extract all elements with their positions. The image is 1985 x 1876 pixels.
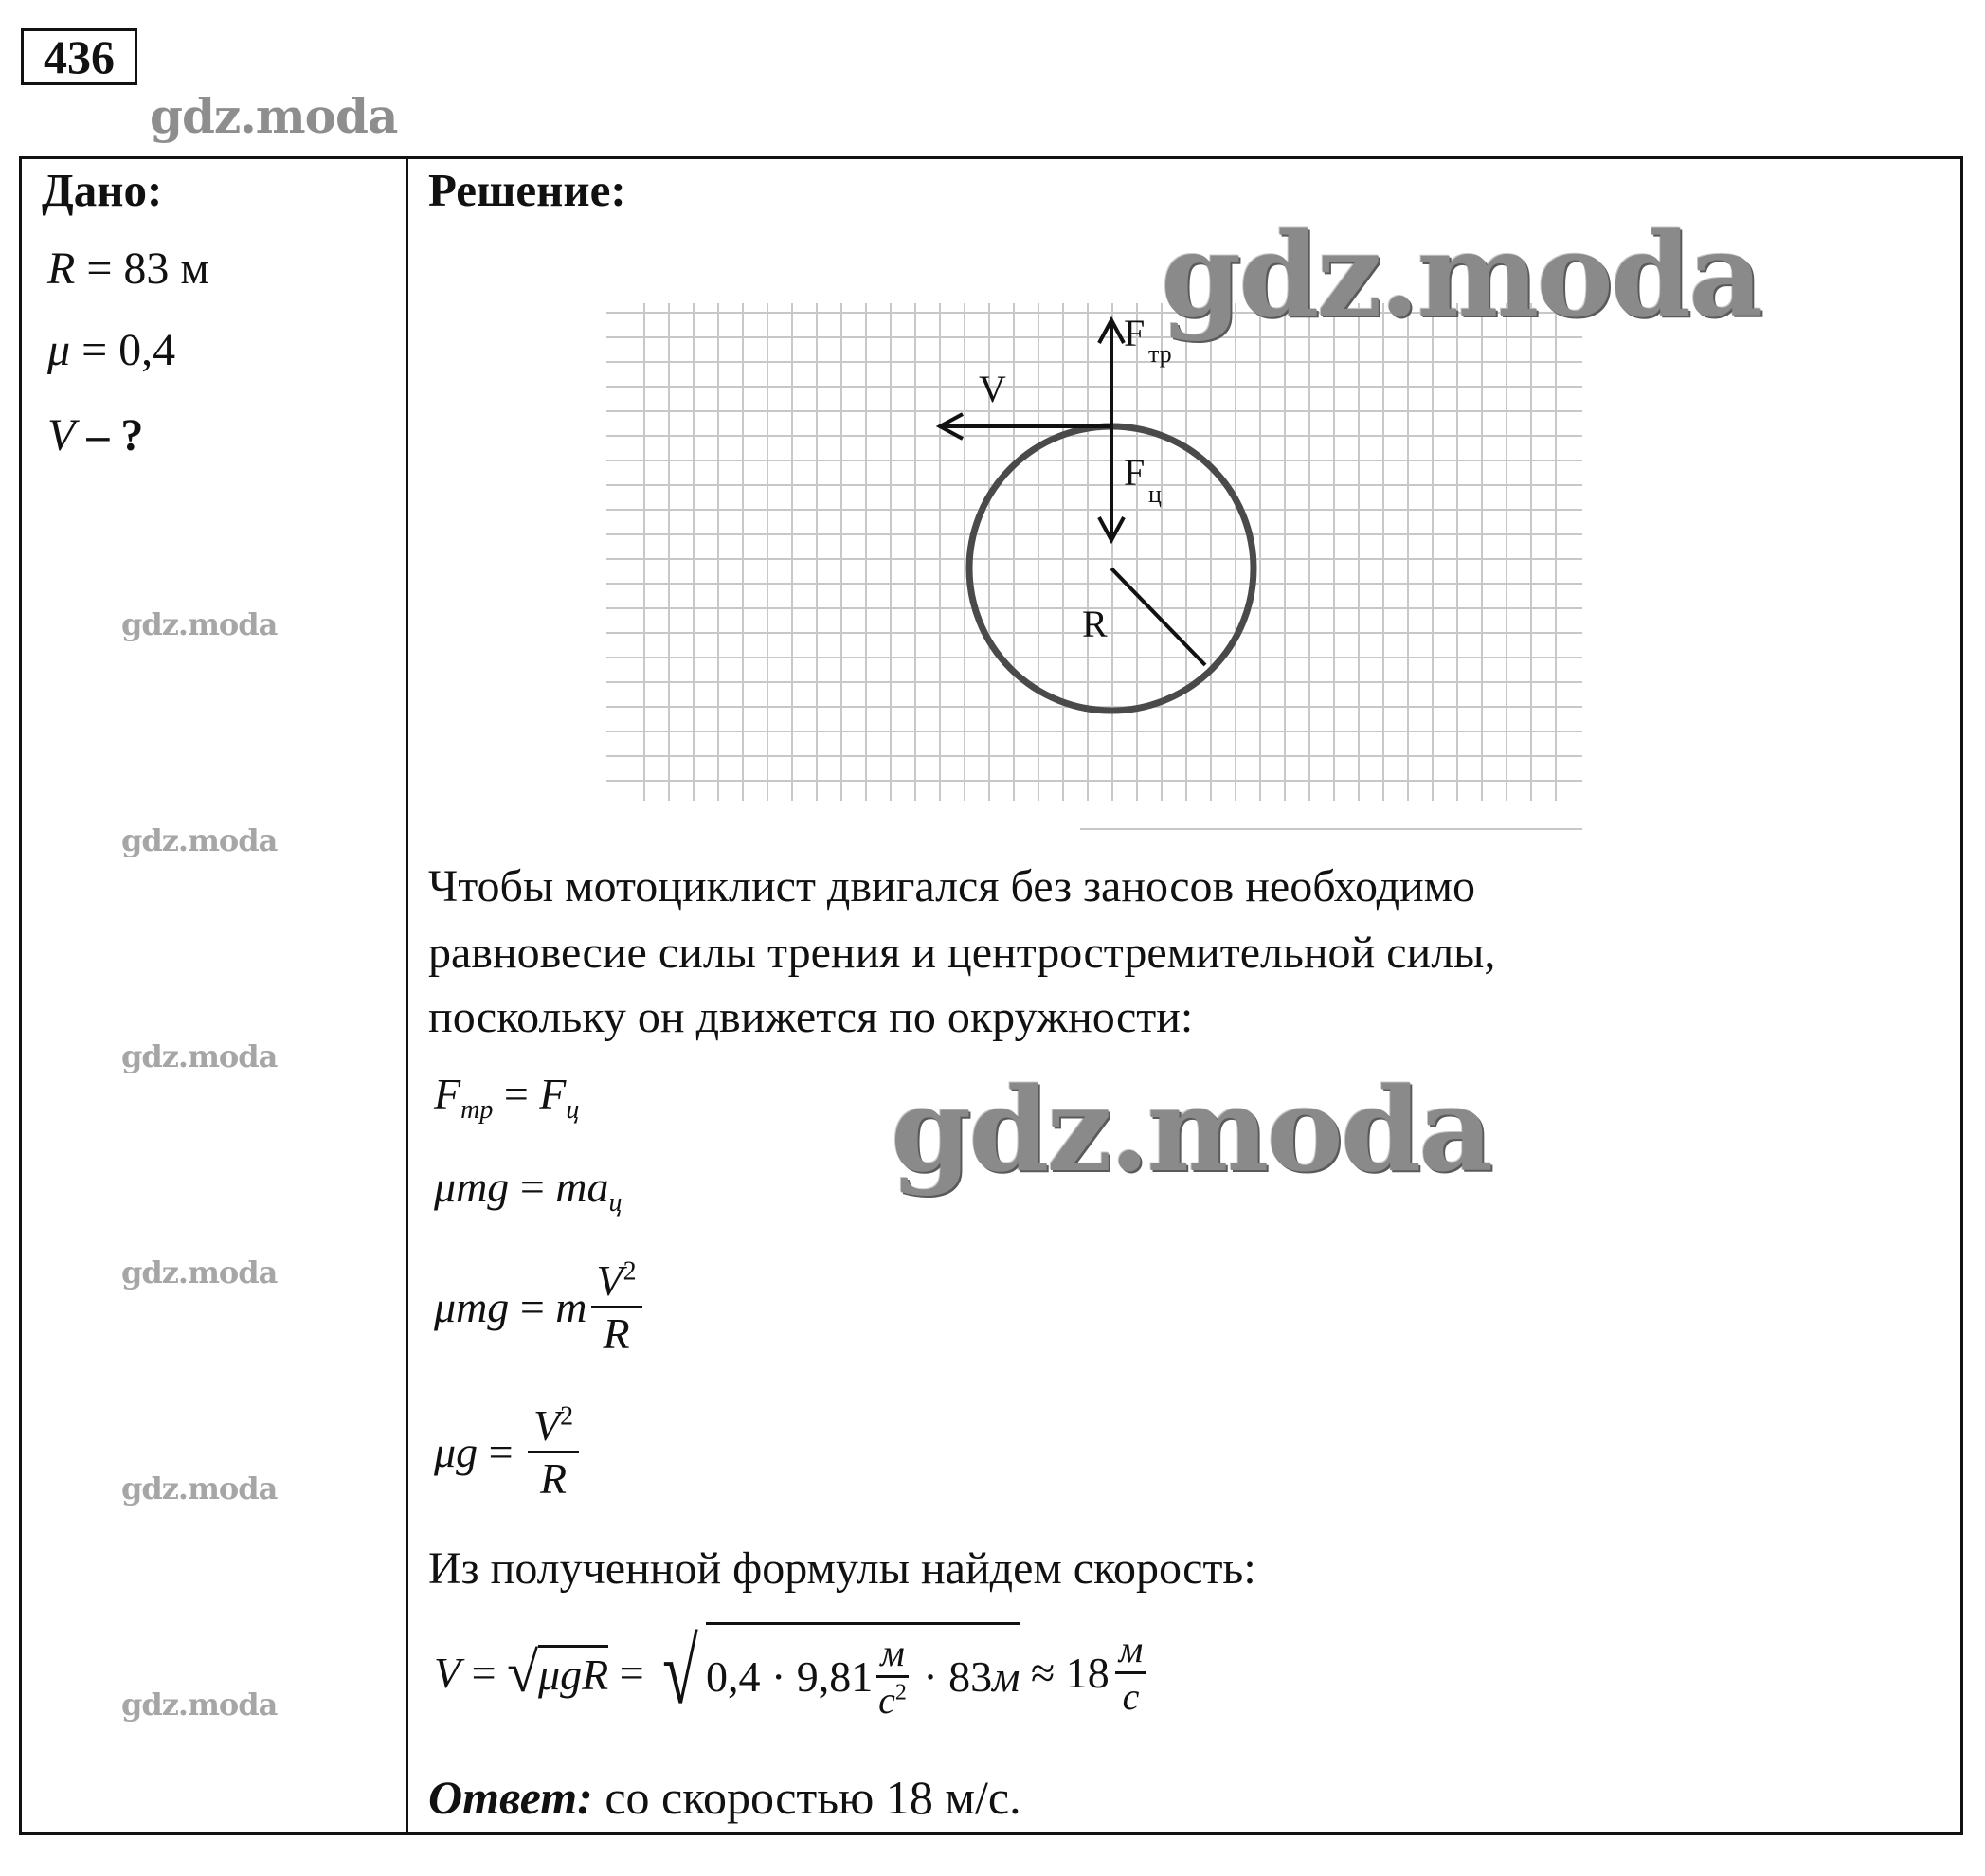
centripetal-label-subscript: ц [1148,480,1162,508]
friction-label-subscript: тр [1148,340,1172,368]
watermark: gdz.moda [1161,207,1761,343]
answer-text: со скоростью 18 м/с. [592,1771,1021,1824]
explanation-line: Чтобы мотоциклист двигался без заносов необходимо [428,861,1476,911]
given-heading: Дано: [42,164,163,216]
fraction: м c [1115,1627,1147,1719]
fraction: м $c^2$ [878,1632,907,1722]
watermark: gdz.moda [121,1687,278,1723]
problem-number: 436 [21,28,137,85]
watermark: gdz.moda [121,1470,278,1506]
find-velocity-text: Из полученной формулы найдем скорость: [428,1543,1256,1594]
force-diagram [606,303,1582,834]
watermark: gdz.moda [121,1038,278,1074]
given-friction-coef: μ = 0,4 [47,325,176,375]
formula-with-velocity: μmg = m $V^2$ R [434,1255,642,1359]
answer-line [428,1770,1021,1825]
grid-paper [606,303,1582,801]
radius-label: R [1082,603,1108,645]
column-divider [406,156,408,1835]
given-radius: R = 83 м [47,244,209,294]
solution-heading: Решение: [428,164,626,216]
friction-label: F [1124,312,1146,354]
fraction: $V^2$ R [591,1255,642,1359]
centripetal-force-arrow [1099,426,1124,540]
answer-label: Ответ: [428,1771,593,1824]
final-formula: V = √ μgR = √ 0,4 · 9,81 м $c^2$ · 83 м ≈ 18 м c [434,1622,1146,1723]
centripetal-label: F [1124,451,1146,494]
sqrt-sign: √ [507,1641,538,1704]
given-unknown: V – ? [47,410,144,460]
formula-expanded: $\mu mg = ma_ц$ [434,1163,623,1218]
sqrt-sign: √ [662,1621,698,1723]
watermark: gdz.moda [891,1061,1491,1198]
watermark: gdz.moda [121,822,278,858]
explanation-line: равновесие силы трения и центростремительной силы, [428,928,1496,978]
watermark: gdz.moda [121,606,278,642]
formula-simplified: μg = $\frac{V^2}{R}$ [434,1400,579,1504]
formula-force-balance: $F_{тр} = F_ц$ [434,1070,580,1126]
fraction: $\frac{V^2}{R}$ [528,1400,579,1504]
velocity-label: V [979,368,1006,410]
watermark: gdz.moda [150,88,398,144]
watermark: gdz.moda [121,1254,278,1290]
explanation-line: поскольку он движется по окружности: [428,992,1194,1042]
